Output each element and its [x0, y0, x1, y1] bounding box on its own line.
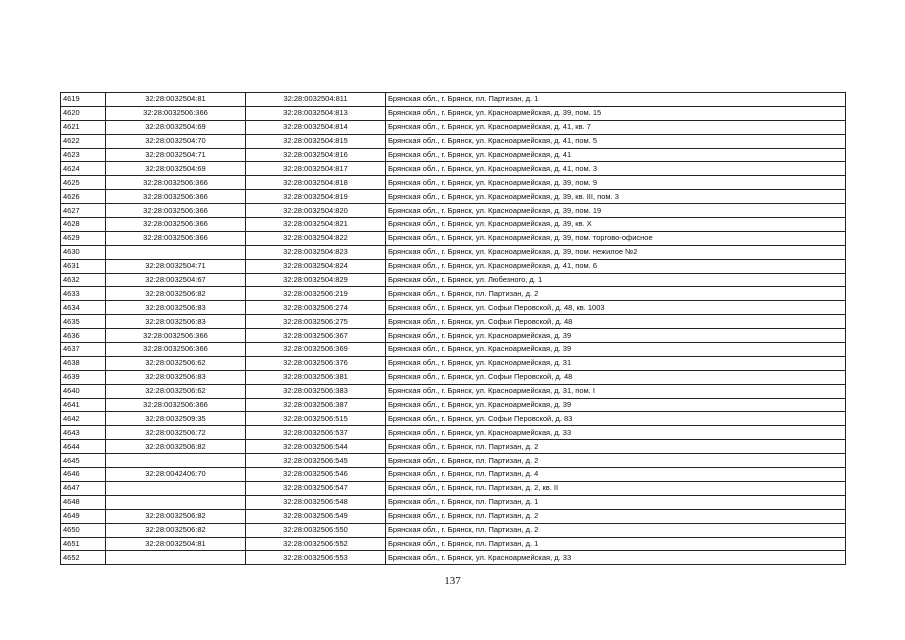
- new-cadastral-number: 32:28:0032506:376: [246, 356, 386, 370]
- address: Брянская обл., г. Брянск, ул. Красноармейская, д. 39, кв. III, пом. 3: [386, 190, 846, 204]
- new-cadastral-number: 32:28:0032506:515: [246, 412, 386, 426]
- row-number: 4644: [61, 440, 106, 454]
- row-number: 4630: [61, 245, 106, 259]
- address: Брянская обл., г. Брянск, ул. Красноармейская, д. 31: [386, 356, 846, 370]
- address: Брянская обл., г. Брянск, ул. Красноармейская, д. 39: [386, 329, 846, 343]
- old-cadastral-number: 32:28:0032506:82: [106, 509, 246, 523]
- row-number: 4650: [61, 523, 106, 537]
- new-cadastral-number: 32:28:0032506:274: [246, 301, 386, 315]
- table-row: [61, 370, 846, 384]
- old-cadastral-number: 32:28:0032506:82: [106, 523, 246, 537]
- row-number: 4619: [61, 93, 106, 107]
- table-row: [61, 343, 846, 357]
- old-cadastral-number: 32:28:0032506:72: [106, 426, 246, 440]
- address: Брянская обл., г. Брянск, ул. Красноармейская, д. 39: [386, 398, 846, 412]
- row-number: 4622: [61, 134, 106, 148]
- address: Брянская обл., г. Брянск, пл. Партизан, д. 2, кв. II: [386, 481, 846, 495]
- page-number: 137: [444, 575, 461, 587]
- table-row: [61, 259, 846, 273]
- table-row: [61, 495, 846, 509]
- address: Брянская обл., г. Брянск, пл. Партизан, д. 1: [386, 537, 846, 551]
- row-number: 4651: [61, 537, 106, 551]
- address: Брянская обл., г. Брянск, ул. Красноармейская, д. 39: [386, 343, 846, 357]
- new-cadastral-number: 32:28:0032506:552: [246, 537, 386, 551]
- row-number: 4620: [61, 106, 106, 120]
- new-cadastral-number: 32:28:0032504:814: [246, 120, 386, 134]
- row-number: 4636: [61, 329, 106, 343]
- new-cadastral-number: 32:28:0032506:549: [246, 509, 386, 523]
- row-number: 4624: [61, 162, 106, 176]
- table-row: [61, 426, 846, 440]
- old-cadastral-number: 32:28:0032506:366: [106, 204, 246, 218]
- new-cadastral-number: 32:28:0032506:547: [246, 481, 386, 495]
- table-row: [61, 454, 846, 468]
- old-cadastral-number: 32:28:0032506:366: [106, 398, 246, 412]
- row-number: 4631: [61, 259, 106, 273]
- new-cadastral-number: 32:28:0032504:818: [246, 176, 386, 190]
- old-cadastral-number: 32:28:0032506:83: [106, 315, 246, 329]
- address: Брянская обл., г. Брянск, пл. Партизан, д. 1: [386, 495, 846, 509]
- address: Брянская обл., г. Брянск, ул. Красноармейская, д. 41, пом. 6: [386, 259, 846, 273]
- old-cadastral-number: 32:28:0032504:81: [106, 93, 246, 107]
- row-number: 4645: [61, 454, 106, 468]
- new-cadastral-number: 32:28:0032506:275: [246, 315, 386, 329]
- new-cadastral-number: 32:28:0032504:824: [246, 259, 386, 273]
- new-cadastral-number: 32:28:0032504:817: [246, 162, 386, 176]
- address: Брянская обл., г. Брянск, ул. Красноармейская, д. 39, кв. X: [386, 218, 846, 232]
- table-row: [61, 398, 846, 412]
- old-cadastral-number: 32:28:0032506:366: [106, 106, 246, 120]
- new-cadastral-number: 32:28:0032504:819: [246, 190, 386, 204]
- old-cadastral-number: 32:28:0032506:366: [106, 329, 246, 343]
- row-number: 4649: [61, 509, 106, 523]
- table-row: [61, 162, 846, 176]
- table-row: [61, 440, 846, 454]
- new-cadastral-number: 32:28:0032506:367: [246, 329, 386, 343]
- new-cadastral-number: 32:28:0032506:553: [246, 551, 386, 565]
- row-number: 4647: [61, 481, 106, 495]
- address: Брянская обл., г. Брянск, пл. Партизан, д. 1: [386, 93, 846, 107]
- old-cadastral-number: 32:28:0032509:35: [106, 412, 246, 426]
- new-cadastral-number: 32:28:0032506:546: [246, 468, 386, 482]
- address: Брянская обл., г. Брянск, ул. Красноармейская, д. 31, пом. I: [386, 384, 846, 398]
- new-cadastral-number: 32:28:0032504:822: [246, 231, 386, 245]
- row-number: 4629: [61, 231, 106, 245]
- row-number: 4642: [61, 412, 106, 426]
- new-cadastral-number: 32:28:0032504:811: [246, 93, 386, 107]
- old-cadastral-number: 32:28:0032506:82: [106, 440, 246, 454]
- table-row: [61, 231, 846, 245]
- old-cadastral-number: 32:28:0032506:62: [106, 384, 246, 398]
- old-cadastral-number: 32:28:0032506:366: [106, 218, 246, 232]
- address: Брянская обл., г. Брянск, ул. Красноармейская, д. 41, кв. 7: [386, 120, 846, 134]
- address: Брянская обл., г. Брянск, ул. Красноармейская, д. 41, пом. 3: [386, 162, 846, 176]
- row-number: 4637: [61, 343, 106, 357]
- row-number: 4643: [61, 426, 106, 440]
- row-number: 4640: [61, 384, 106, 398]
- old-cadastral-number: [106, 481, 246, 495]
- table-row: [61, 537, 846, 551]
- new-cadastral-number: 32:28:0032506:383: [246, 384, 386, 398]
- old-cadastral-number: 32:28:0032504:69: [106, 162, 246, 176]
- old-cadastral-number: 32:28:0032504:71: [106, 259, 246, 273]
- row-number: 4641: [61, 398, 106, 412]
- row-number: 4652: [61, 551, 106, 565]
- row-number: 4638: [61, 356, 106, 370]
- row-number: 4627: [61, 204, 106, 218]
- address: Брянская обл., г. Брянск, ул. Любезного, д. 1: [386, 273, 846, 287]
- table-row: [61, 315, 846, 329]
- table-row: [61, 356, 846, 370]
- cadastral-table: [60, 92, 846, 565]
- address: Брянская обл., г. Брянск, ул. Софьи Перовской, д. 48, кв. 1003: [386, 301, 846, 315]
- new-cadastral-number: 32:28:0032506:537: [246, 426, 386, 440]
- old-cadastral-number: [106, 245, 246, 259]
- new-cadastral-number: 32:28:0032504:823: [246, 245, 386, 259]
- row-number: 4623: [61, 148, 106, 162]
- table-row: [61, 204, 846, 218]
- old-cadastral-number: 32:28:0032506:366: [106, 176, 246, 190]
- address: Брянская обл., г. Брянск, ул. Красноармейская, д. 39, пом. нежилое №2: [386, 245, 846, 259]
- table-row: [61, 384, 846, 398]
- old-cadastral-number: [106, 551, 246, 565]
- address: Брянская обл., г. Брянск, ул. Софьи Перовской, д. 48: [386, 315, 846, 329]
- new-cadastral-number: 32:28:0032506:544: [246, 440, 386, 454]
- new-cadastral-number: 32:28:0032504:816: [246, 148, 386, 162]
- row-number: 4626: [61, 190, 106, 204]
- table-row: [61, 412, 846, 426]
- new-cadastral-number: 32:28:0032504:815: [246, 134, 386, 148]
- row-number: 4632: [61, 273, 106, 287]
- table-row: [61, 523, 846, 537]
- old-cadastral-number: 32:28:0032506:366: [106, 190, 246, 204]
- new-cadastral-number: 32:28:0032504:820: [246, 204, 386, 218]
- table-row: [61, 301, 846, 315]
- table-row: [61, 481, 846, 495]
- new-cadastral-number: 32:28:0032506:219: [246, 287, 386, 301]
- old-cadastral-number: 32:28:0032504:71: [106, 148, 246, 162]
- old-cadastral-number: 32:28:0032504:70: [106, 134, 246, 148]
- address: Брянская обл., г. Брянск, пл. Партизан, д. 2: [386, 454, 846, 468]
- new-cadastral-number: 32:28:0032506:387: [246, 398, 386, 412]
- table-row: [61, 93, 846, 107]
- row-number: 4628: [61, 218, 106, 232]
- row-number: 4639: [61, 370, 106, 384]
- table-row: [61, 287, 846, 301]
- new-cadastral-number: 32:28:0032506:548: [246, 495, 386, 509]
- table-row: [61, 120, 846, 134]
- old-cadastral-number: 32:28:0032504:67: [106, 273, 246, 287]
- table-row: [61, 176, 846, 190]
- table-row: [61, 468, 846, 482]
- address: Брянская обл., г. Брянск, пл. Партизан, д. 2: [386, 440, 846, 454]
- table-row: [61, 106, 846, 120]
- row-number: 4648: [61, 495, 106, 509]
- table-row: [61, 218, 846, 232]
- address: Брянская обл., г. Брянск, ул. Красноармейская, д. 33: [386, 426, 846, 440]
- new-cadastral-number: 32:28:0032504:813: [246, 106, 386, 120]
- table-row: [61, 329, 846, 343]
- old-cadastral-number: 32:28:0042406:70: [106, 468, 246, 482]
- old-cadastral-number: 32:28:0032504:81: [106, 537, 246, 551]
- address: Брянская обл., г. Брянск, ул. Софьи Перовской, д. 83: [386, 412, 846, 426]
- table-row: [61, 190, 846, 204]
- old-cadastral-number: 32:28:0032506:366: [106, 343, 246, 357]
- address: Брянская обл., г. Брянск, ул. Красноармейская, д. 41, пом. 5: [386, 134, 846, 148]
- old-cadastral-number: [106, 495, 246, 509]
- new-cadastral-number: 32:28:0032504:821: [246, 218, 386, 232]
- address: Брянская обл., г. Брянск, ул. Софьи Перовской, д. 48: [386, 370, 846, 384]
- table-row: [61, 134, 846, 148]
- address: Брянская обл., г. Брянск, пл. Партизан, д. 2: [386, 523, 846, 537]
- new-cadastral-number: 32:28:0032506:369: [246, 343, 386, 357]
- new-cadastral-number: 32:28:0032506:550: [246, 523, 386, 537]
- table-row: [61, 273, 846, 287]
- address: Брянская обл., г. Брянск, ул. Красноармейская, д. 39, пом. 15: [386, 106, 846, 120]
- old-cadastral-number: 32:28:0032506:62: [106, 356, 246, 370]
- row-number: 4634: [61, 301, 106, 315]
- row-number: 4646: [61, 468, 106, 482]
- new-cadastral-number: 32:28:0032506:381: [246, 370, 386, 384]
- address: Брянская обл., г. Брянск, ул. Красноармейская, д. 39, пом. 19: [386, 204, 846, 218]
- old-cadastral-number: 32:28:0032506:366: [106, 231, 246, 245]
- table-row: [61, 551, 846, 565]
- new-cadastral-number: 32:28:0032506:545: [246, 454, 386, 468]
- address: Брянская обл., г. Брянск, пл. Партизан, д. 2: [386, 287, 846, 301]
- old-cadastral-number: [106, 454, 246, 468]
- old-cadastral-number: 32:28:0032506:82: [106, 287, 246, 301]
- old-cadastral-number: 32:28:0032504:69: [106, 120, 246, 134]
- address: Брянская обл., г. Брянск, ул. Красноармейская, д. 41: [386, 148, 846, 162]
- address: Брянская обл., г. Брянск, ул. Красноармейская, д. 33: [386, 551, 846, 565]
- address: Брянская обл., г. Брянск, ул. Красноармейская, д. 39, пом. торгово-офисное: [386, 231, 846, 245]
- table-body: [61, 93, 846, 565]
- address: Брянская обл., г. Брянск, ул. Красноармейская, д. 39, пом. 9: [386, 176, 846, 190]
- new-cadastral-number: 32:28:0032504:829: [246, 273, 386, 287]
- row-number: 4625: [61, 176, 106, 190]
- address: Брянская обл., г. Брянск, пл. Партизан, д. 2: [386, 509, 846, 523]
- row-number: 4633: [61, 287, 106, 301]
- row-number: 4621: [61, 120, 106, 134]
- table-row: [61, 148, 846, 162]
- old-cadastral-number: 32:28:0032506:83: [106, 370, 246, 384]
- old-cadastral-number: 32:28:0032506:83: [106, 301, 246, 315]
- table-row: [61, 509, 846, 523]
- table-row: [61, 245, 846, 259]
- row-number: 4635: [61, 315, 106, 329]
- address: Брянская обл., г. Брянск, пл. Партизан, д. 4: [386, 468, 846, 482]
